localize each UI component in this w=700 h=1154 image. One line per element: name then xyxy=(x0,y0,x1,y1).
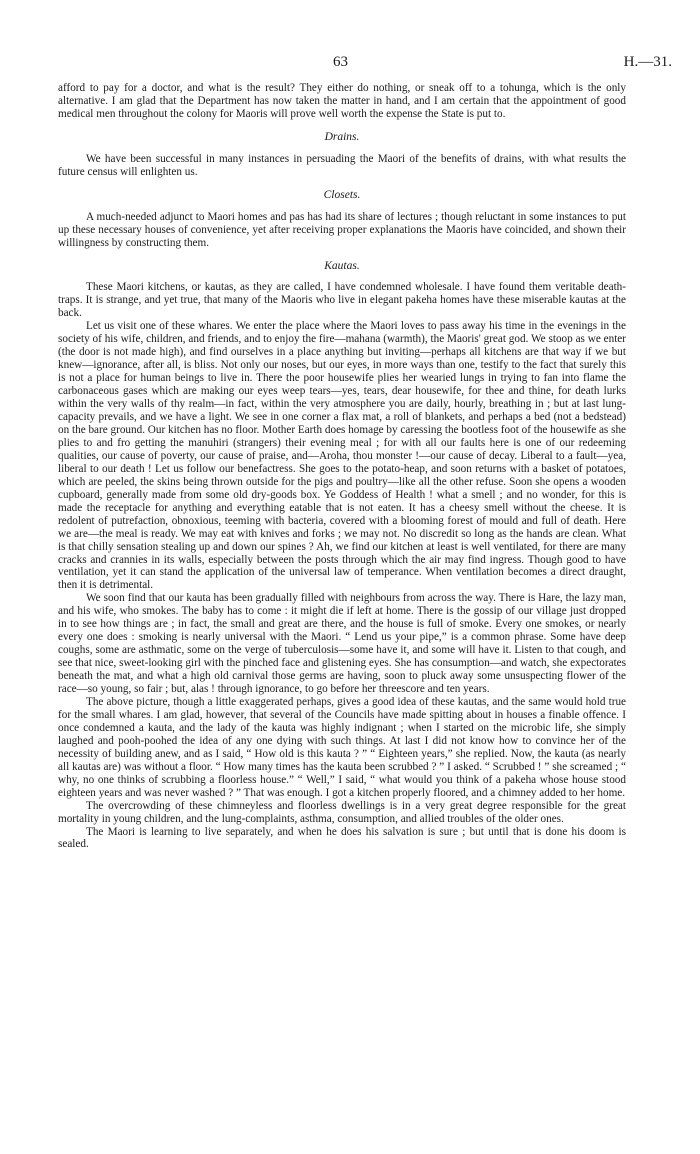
paragraph: afford to pay for a doctor, and what is the result? They either do nothing, or sneak off to a tohunga, which is the only alternative. I am glad that the Department has now taken the matter in hand, and I am certain that the appointment of good medical men throughout the colony for Maoris will prove well worth the expense the State is put to. xyxy=(58,82,626,120)
paragraph: We soon find that our kauta has been gradually filled with neighbours from across the way. There is Hare, the lazy man, and his wife, who smokes. The baby has to come : it might die if left at home. There is the gossip of our village just dropped in to see how things are ; in fact, the small and great are there, and the house is full of smoke. Every one smokes, or nearly every one does : smoking is nearly universal with the Maori. “ Lend us your pipe,” is a common phrase. Some have deep coughs, some are asthmatic, some on the verge of tuberculosis—some have it, and some will have it. Listen to that cough, and see that nice, sweet-looking girl with the pinched face and glistening eyes. She has consumption—and watch, she expectorates beneath the mat, and what a high old carnival those germs are having, soon to pluck away some unsuspecting flower of the race—so young, so fair ; but, alas ! through ignorance, to go before her threescore and ten years. xyxy=(58,592,626,696)
paragraph: Let us visit one of these whares. We enter the place where the Maori loves to pass away his time in the evenings in the society of his wife, children, and friends, and to enjoy the fire—mahana (warmth), the Maoris' great god. We stoop as we enter (the door is not made high), and find ourselves in a place anything but inviting—perhaps all kitchens are that way if we but knew—ignorance, after all, is bliss. Not only our noses, but our eyes, in more ways than one, testify to the fact that surely this is not a place for human beings to live in. There the poor housewife plies her wearied lungs in trying to fan into flame the carbonaceous gases which are making our eyes weep tears—yes, tears, dear housewife, for thee and thine, for death lurks within the very walls of thy realm—in fact, within the very atmosphere you are daily, hourly, breathing in ; but at last lung-capacity prevails, and we have a light. We see in one corner a flax mat, a roll of blankets, and perhaps a bed (not a bedstead) on the bare ground. Our kitchen has no floor. Mother Earth does homage by caressing the bootless foot of the housewife as she plies to and fro getting the manuhiri (strangers) their evening meal ; for with all our faults here is one of our redeeming qualities, our cause of poverty, our cause of praise, and—Aroha, thou monster !—our cause of decay. Liberal to a fault—yea, liberal to our death ! Let us follow our benefactress. She goes to the potato-heap, and soon returns with a basket of potatoes, which are peeled, the skins being thrown outside for the pigs and poultry—like all the other refuse. Soon she opens a wooden cupboard, generally made from some old dry-goods box. Ye Goddess of Health ! what a smell ; and no wonder, for this is made the receptacle for anything and everything eatable that is not eaten. It has a cheesy smell without the cheese. It is redolent of putrefaction, obnoxious, teeming with bacteria, covered with a blooming forest of mould and full of death. Here we are—the meal is ready. We may eat with knives and forks ; we may not. No discredit so long as the hands are clean. What is that chilly sensation stealing up and down our spines ? Ah, we find our kitchen at least is well ventilated, for there are many cracks and crannies in its walls, especially between the posts through which the air may find ingress. Though good to have ventilation, yet it can stand the application of the universal law of temperance. When ventilation becomes a direct draught, then it is detrimental. xyxy=(58,320,626,592)
paragraph: The Maori is learning to live separately, and when he does his salvation is sure ; but until that is done his doom is sealed. xyxy=(58,825,626,851)
paragraph: The above picture, though a little exaggerated perhaps, gives a good idea of these kautas, and the same would hold true for the small whares. I am glad, however, that several of the Councils have made spitting about in houses a finable offence. I once condemned a kauta, and the lady of the kauta was highly indignant ; when I started on the microbic life, she simply laughed and pooh-poohed the idea of any one dying with such things. At last I did not know how to convince her of the necessity of building anew, and as I said, “ How old is this kauta ? ” “ Eighteen years,” she replied. Now, the kauta (as nearly all kautas are) was without a floor. “ How many times has the kauta been scrubbed ? ” I asked. “ Scrubbed ! ” she screamed ; “ why, no one thinks of scrubbing a floorless house.” “ Well,” I said, “ what would you think of a pakeha whose house stood eighteen years and was never washed ? ” That was enough. I got a kitchen properly floored, and a chimney added to her home. xyxy=(58,695,626,799)
document-reference: H.—31. xyxy=(623,54,672,70)
section-heading-kautas: Kautas. xyxy=(324,259,360,272)
section-heading-closets: Closets. xyxy=(323,188,361,201)
page-number: 63 xyxy=(333,54,348,70)
page-header xyxy=(0,54,700,74)
paragraph: We have been successful in many instances in persuading the Maori of the benefits of drains, with what results the future census will enlighten us. xyxy=(58,152,626,178)
paragraph: A much-needed adjunct to Maori homes and pas has had its share of lectures ; though reluctant in some instances to put up these necessary houses of convenience, yet after receiving proper explanations the Maoris have coincided, and shown their willingness by constructing them. xyxy=(58,210,626,249)
document-body xyxy=(58,82,626,851)
paragraph: The overcrowding of these chimneyless and floorless dwellings is in a very great degree responsible for the great mortality in young children, and the lung-complaints, asthma, consumption, and allied troubles of the older ones. xyxy=(58,799,626,825)
section-heading-drains: Drains. xyxy=(324,130,360,143)
paragraph: These Maori kitchens, or kautas, as they are called, I have condemned wholesale. I have found them veritable death-traps. It is strange, and yet true, that many of the Maoris who live in elegant pakeha homes have these miserable kautas at the back. xyxy=(58,281,626,320)
